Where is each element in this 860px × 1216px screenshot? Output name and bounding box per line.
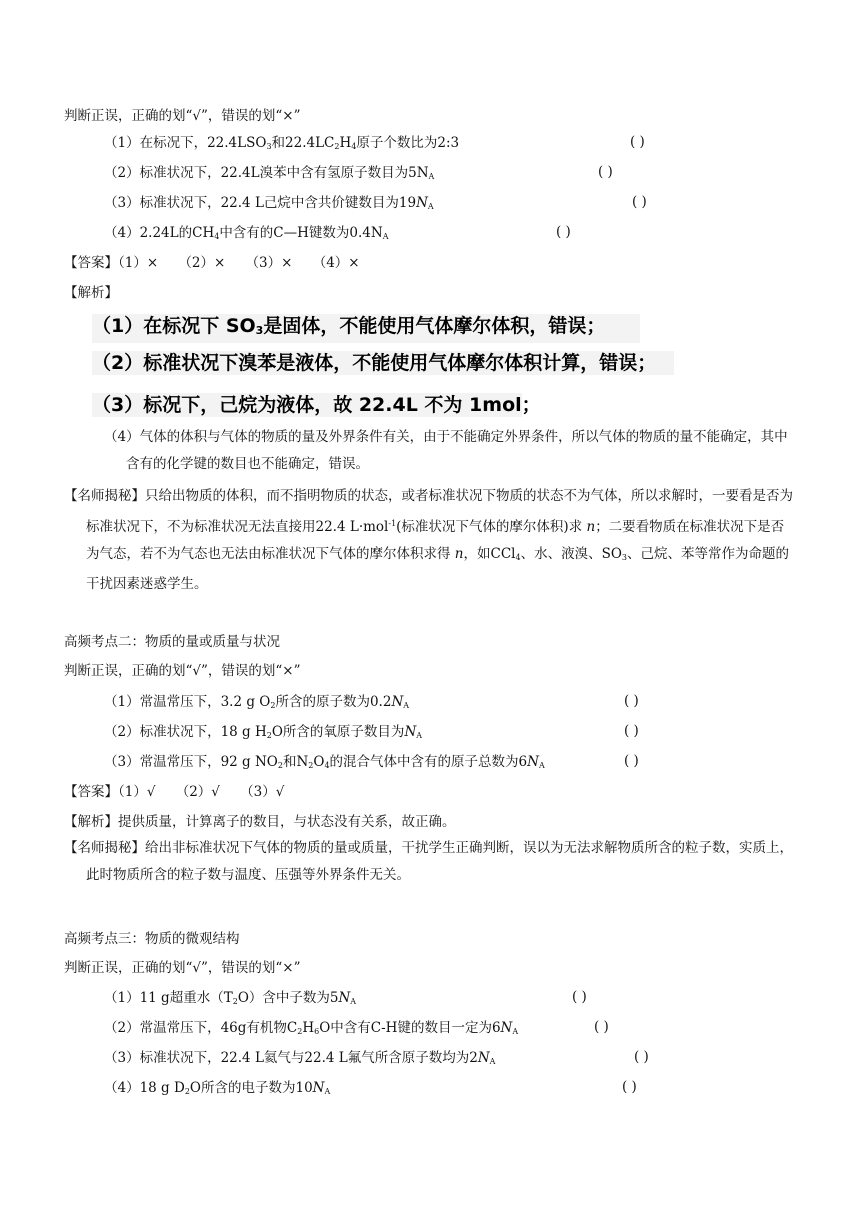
question-1-2: （2）标准状况下，22.4L溴苯中含有氢原子数目为$5N_A$ <box>104 165 435 181</box>
answer-blank[interactable]: ( ) <box>632 194 647 210</box>
tip-label: 【名师揭秘】 <box>64 488 145 504</box>
section-heading-3: 高频考点三：物质的微观结构 <box>64 931 240 947</box>
tip-2 <box>64 835 804 889</box>
analysis-item-4 <box>104 424 794 478</box>
question-2-1: （1）常温常压下，3.2 g $O_2$所含的原子数为$0.2N_A$ <box>104 694 410 710</box>
answer-blank[interactable]: ( ) <box>622 1079 637 1095</box>
answer-blank[interactable]: ( ) <box>634 1049 649 1065</box>
analysis-label-1: 【解析】 <box>64 285 118 301</box>
question-3-1: （1）11 g超重水$(T_2O)$含中子数为$5N_A$ <box>104 990 357 1006</box>
question-3-2: （2）常温常压下，46g有机物$C_2H_6O$中含有C-H键的数目一定为$6N_A$ <box>104 1020 519 1036</box>
answer-blank[interactable]: ( ) <box>572 989 587 1005</box>
instruction-2: 判断正误，正确的划“√”，错误的划“×” <box>64 663 301 679</box>
answer-row-1 <box>64 254 360 272</box>
question-1-4: （4）2.24L的$CH_4$中含有的C—H键数为$0.4N_A$ <box>104 225 389 241</box>
analysis-image-line-3: （3）标况下，己烷为液体，故 22.4L 不为 1mol； <box>92 394 541 416</box>
question-3-3: （3）标准状况下，22.4 L氦气与22.4 L氟气所含原子数均为$2N_A$ <box>104 1050 496 1066</box>
analysis-text: 提供质量，计算离子的数目，与状态没有关系，故正确。 <box>118 814 456 830</box>
section-heading-2: 高频考点二：物质的量或质量与状况 <box>64 634 280 650</box>
answer-blank[interactable]: ( ) <box>624 723 639 739</box>
tip-label: 【名师揭秘】 <box>64 840 145 856</box>
tip-1: 【名师揭秘】只给出物质的体积，而不指明物质的状态，或者标准状况下物质的状态不为气体，所以求解时，一要看是否为标准状况下，不为标准状况无法直接用22.4 L·mol$^{-1}$(标准状况下气体的摩尔体积)求 n；二要看物质在标准状况下是否为气态，若不为气态也无法由标准状况下气体的摩尔体积求得 n，如CCl$_4$、水、液溴、$SO_3$、己烷、苯等常作为命题的干扰因素迷惑学生。 <box>64 488 793 592</box>
answer-blank[interactable]: ( ) <box>556 224 571 240</box>
answer-label: 【答案】 <box>64 784 118 800</box>
analysis-label: 【解析】 <box>64 814 118 830</box>
answer-label: 【答案】 <box>64 255 118 271</box>
question-1-1: （1）在标况下，$22.4LSO_3$和$22.4LC_2H_4$原子个数比为2:3 <box>104 135 460 151</box>
question-1-3: （3）标准状况下，22.4 L己烷中含共价键数目为$19N_A$ <box>104 195 434 211</box>
answer-blank[interactable]: ( ) <box>594 1019 609 1035</box>
analysis-image-line-1: （1）在标况下 $SO_3$是固体，不能使用气体摩尔体积，错误； <box>92 314 640 343</box>
answer-row-2 <box>64 783 284 801</box>
question-2-3: （3）常温常压下，92 g $NO_2$和$N_2O_4$的混合气体中含有的原子总数为$6N_A$ <box>104 754 545 770</box>
tip-text: 给出非标准状况下气体的物质的量或质量，干扰学生正确判断，误以为无法求解物质所含的粒子数，实质上，此时物质所含的粒子数与温度、压强等外界条件无关。 <box>86 840 793 883</box>
answer-blank[interactable]: ( ) <box>598 164 613 180</box>
analysis-image-line-2: （2）标准状况下溴苯是液体，不能使用气体摩尔体积计算，错误； <box>92 351 674 375</box>
analysis-item-4-text: （4）气体的体积与气体的物质的量及外界条件有关，由于不能确定外界条件，所以气体的物质的量不能确定，其中含有的化学键的数目也不能确定，错误。 <box>104 429 788 472</box>
instruction-3: 判断正误，正确的划“√”，错误的划“×” <box>64 960 301 976</box>
answer-text: （1）× （2）× （3）× （4）× <box>118 255 360 271</box>
answer-blank[interactable]: ( ) <box>630 134 645 150</box>
question-3-4: （4）18 g $D_2O$所含的电子数为$10N_A$ <box>104 1080 331 1096</box>
answer-text: （1）√ （2）√ （3）√ <box>118 784 285 800</box>
answer-blank[interactable]: ( ) <box>624 693 639 709</box>
answer-blank[interactable]: ( ) <box>624 753 639 769</box>
instruction-1: 判断正误，正确的划“√”，错误的划“×” <box>64 108 301 124</box>
question-2-2: （2）标准状况下，18 g $H_2O$所含的氧原子数目为$N_A$ <box>104 724 423 740</box>
analysis-row-2 <box>64 813 456 831</box>
